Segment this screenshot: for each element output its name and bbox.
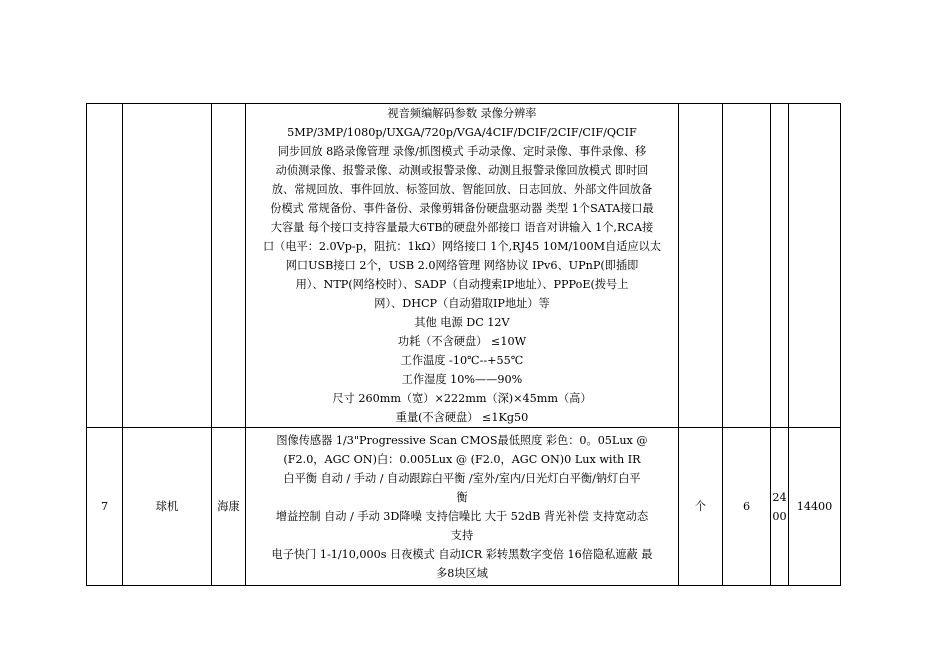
spec-line: 同步回放 8路录像管理 录像/抓图模式 手动录像、定时录像、事件录像、移 xyxy=(277,145,647,158)
spec-line: 网）、DHCP（自动猎取IP地址）等 xyxy=(374,297,550,310)
spec-line: 白平衡 自动 / 手动 / 自动跟踪白平衡 /室外/室内/日光灯白平衡/钠灯白平 xyxy=(283,471,641,485)
spec-line: 份模式 常规备份、事件备份、录像剪辑备份硬盘驱动器 类型 1个SATA接口最 xyxy=(270,202,654,215)
item-name-cell: 球机 xyxy=(123,428,212,586)
spec-cell xyxy=(246,104,679,428)
brand-cell: 海康 xyxy=(212,428,246,586)
unit-price-cell xyxy=(771,104,789,428)
spec-cell xyxy=(246,428,679,586)
spec-line: 5MP/3MP/1080p/UXGA/720p/VGA/4CIF/DCIF/2CIF/CIF/QCIF xyxy=(287,126,637,139)
spec-line: 其他 电源 DC 12V xyxy=(414,316,510,329)
spec-line: 多8块区域 xyxy=(436,566,488,580)
spec-line: 用）、NTP(网络校时）、SADP（自动搜索IP地址）、PPPoE(拨号上 xyxy=(295,278,629,291)
spec-line: 图像传感器 1/3"Progressive Scan CMOS最低照度 彩色：0。05Lux @ xyxy=(276,433,648,447)
total-cell xyxy=(789,104,841,428)
spec-line: 视音频编解码参数 录像分辨率 xyxy=(387,107,537,120)
spec-line: 增益控制 自动 / 手动 3D降噪 支持信噪比 大于 52dB 背光补偿 支持宽动态 xyxy=(275,509,649,523)
unit-price-cell: 2400 xyxy=(771,428,789,586)
unit-cell: 个 xyxy=(679,428,723,586)
item-number-cell xyxy=(87,104,123,428)
spec-line: 支持 xyxy=(450,528,474,542)
spec-line: (F2.0，AGC ON)白：0.005Lux @ (F2.0，AGC ON)0 Lux with IR xyxy=(283,452,641,466)
equipment-spec-table xyxy=(86,103,841,586)
spec-line: 工作温度 -10℃--+55℃ xyxy=(400,354,524,367)
total-cell: 14400 xyxy=(789,428,841,586)
item-number-cell: 7 xyxy=(87,428,123,586)
spec-line: 动侦测录像、报警录像、动测或报警录像、动测且报警录像回放模式 即时回 xyxy=(275,164,649,177)
spec-line: 口（电平：2.0Vp-p，阻抗：1kΩ）网络接口 1个,RJ45 10M/100M自适应以太 xyxy=(262,240,662,253)
quantity-cell: 6 xyxy=(723,428,771,586)
spec-line: 功耗（不含硬盘） ≤10W xyxy=(397,335,527,348)
spec-line: 电子快门 1-1/10,000s 日夜模式 自动ICR 彩转黑数字变倍 16倍隐私遮蔽 最 xyxy=(271,547,653,561)
spec-line: 衡 xyxy=(456,490,468,504)
table-row xyxy=(87,428,841,586)
spec-line: 工作湿度 10%——90% xyxy=(401,373,523,386)
spec-line: 重量(不含硬盘） ≤1Kg50 xyxy=(395,411,529,424)
quantity-cell xyxy=(723,104,771,428)
table-row xyxy=(87,104,841,428)
brand-cell xyxy=(212,104,246,428)
unit-cell xyxy=(679,104,723,428)
spec-line: 放、常规回放、事件回放、标签回放、智能回放、日志回放、外部文件回放备 xyxy=(271,183,653,196)
spec-line: 大容量 每个接口支持容量最大6TB的硬盘外部接口 语音对讲输入 1个,RCA接 xyxy=(270,221,654,234)
spec-line: 尺寸 260mm（宽）×222mm（深)×45mm（高） xyxy=(332,392,592,405)
item-name-cell xyxy=(123,104,212,428)
spec-line: 网口USB接口 2个，USB 2.0网络管理 网络协议 IPv6、UPnP(即插即 xyxy=(285,259,639,272)
